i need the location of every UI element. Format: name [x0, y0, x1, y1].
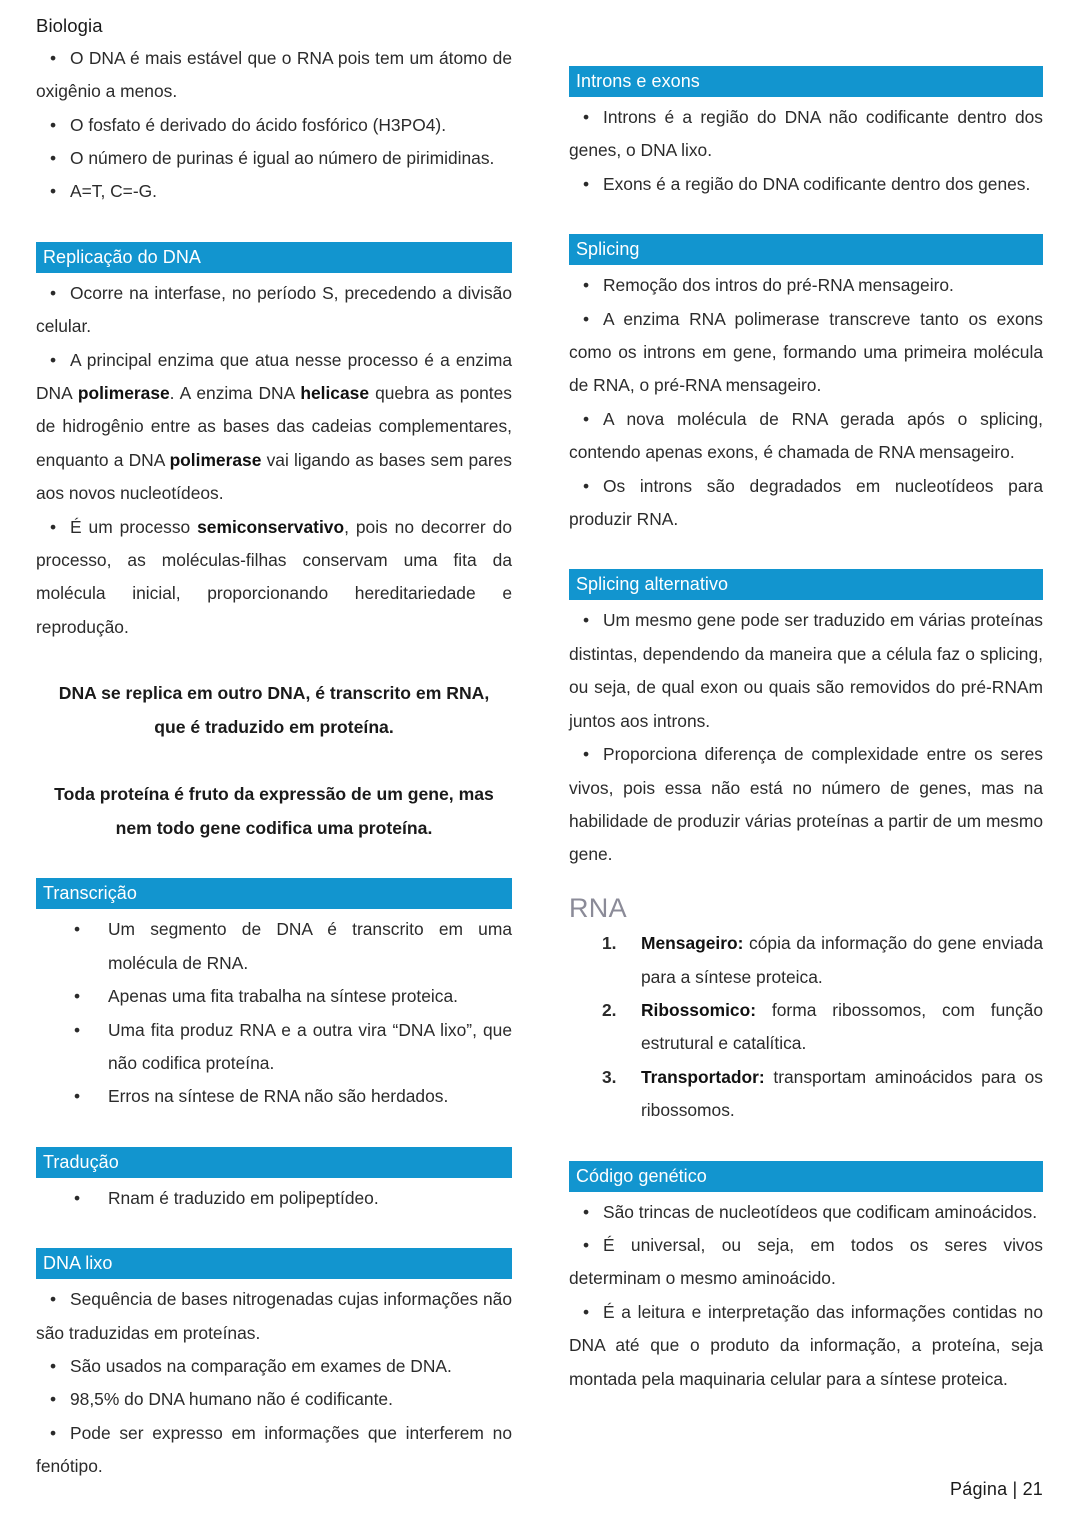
- list-item-text-part: A principal enzima que atua nesse processo é a enzima DNA: [36, 349, 512, 403]
- left-column: [0, 0, 540, 1484]
- list-number: 1.: [602, 933, 617, 954]
- bullet-icon: •: [583, 173, 590, 194]
- list-item-text: Ocorre na interfase, no período S, precedendo a divisão celular.: [36, 282, 512, 337]
- spacer: [569, 872, 1043, 882]
- list-item: [36, 175, 512, 208]
- dna-lixo-bullet-list: [36, 1283, 512, 1483]
- list-item-text-part: quebra as pontes de hidrogênio entre as bases das cadeias complementares, enquanto a DNA: [36, 383, 512, 470]
- splicing-alternativo-bullet-list: [569, 604, 1043, 871]
- list-item: [569, 1296, 1043, 1396]
- bullet-icon: •: [50, 1422, 57, 1443]
- spacer: [36, 845, 512, 878]
- bullet-icon: •: [50, 1289, 57, 1310]
- transcricao-bullet-list: [36, 913, 512, 1113]
- section-heading-traducao: Tradução: [36, 1147, 512, 1178]
- highlight-statement-1: DNA se replica em outro DNA, é transcrito em RNA, que é traduzido em proteína.: [58, 683, 490, 738]
- spacer: [36, 1215, 512, 1248]
- list-item: [569, 168, 1043, 201]
- list-item-text: Os introns são degradados em nucleotídeos para produzir RNA.: [569, 475, 1043, 530]
- list-item-text: 98,5% do DNA humano não é codificante.: [70, 1389, 393, 1410]
- list-item: [36, 1350, 512, 1383]
- list-item-text: O fosfato é derivado do ácido fosfórico (H3PO4).: [70, 114, 447, 135]
- bullet-icon: •: [74, 1019, 81, 1040]
- bullet-icon: •: [50, 1355, 57, 1376]
- list-item-text: Erros na síntese de RNA não são herdados.: [108, 1086, 449, 1107]
- list-item-text: Pode ser expresso em informações que interferem no fenótipo.: [36, 1422, 512, 1477]
- list-item: [36, 1417, 512, 1484]
- highlight-statement-2: Toda proteína é fruto da expressão de um gene, mas nem todo gene codifica uma proteína.: [54, 783, 494, 838]
- list-item: [569, 994, 1043, 1061]
- list-item-text: A nova molécula de RNA gerada após o splicing, contendo apenas exons, é chamada de RNA mensageiro.: [569, 408, 1043, 463]
- bullet-icon: •: [50, 1389, 57, 1410]
- list-item-text-part: É um processo: [70, 516, 198, 537]
- section-heading-splicing-alternativo: Splicing alternativo: [569, 569, 1043, 600]
- list-item-text: Remoção dos intros do pré-RNA mensageiro.: [603, 275, 954, 296]
- list-item: [36, 142, 512, 175]
- bullet-icon: •: [583, 1201, 590, 1222]
- bullet-icon: •: [583, 744, 590, 765]
- rna-numbered-list: [569, 927, 1043, 1127]
- introns-exons-bullet-list: [569, 101, 1043, 201]
- list-item: [569, 269, 1043, 302]
- bullet-icon: •: [50, 181, 57, 202]
- bullet-icon: •: [50, 114, 57, 135]
- list-item-text: Rnam é traduzido em polipeptídeo.: [108, 1187, 379, 1208]
- page-footer: Página | 21: [950, 1479, 1043, 1499]
- list-item-text: Proporciona diferença de complexidade entre os seres vivos, pois essa não está no número de genes, mas na habilidade de produzir várias proteínas a partir de um mesmo gene.: [569, 744, 1043, 865]
- codigo-genetico-bullet-list: [569, 1196, 1043, 1396]
- bullet-icon: •: [583, 107, 590, 127]
- section-heading-codigo-genetico: Código genético: [569, 1161, 1043, 1192]
- spacer: [36, 745, 512, 778]
- section-heading-introns-e-exons: Introns e exons: [569, 66, 1043, 97]
- term-transportador: Transportador:: [641, 1066, 765, 1087]
- list-item: [36, 1014, 512, 1081]
- list-item-text: Exons é a região do DNA codificante dentro dos genes.: [603, 173, 1031, 194]
- emphasis-polimerase: polimerase: [77, 383, 170, 403]
- list-item-text: O número de purinas é igual ao número de pirimidinas.: [70, 147, 495, 168]
- list-item-text: cópia da informação do gene enviada para a síntese proteica.: [641, 933, 1043, 987]
- traducao-bullet-list: [36, 1182, 512, 1215]
- list-item: [36, 1283, 512, 1350]
- section-heading-dna-lixo: DNA lixo: [36, 1248, 512, 1279]
- right-column: [540, 0, 1080, 1484]
- list-item: [569, 1061, 1043, 1128]
- list-item: [569, 604, 1043, 738]
- bullet-icon: •: [583, 475, 590, 496]
- list-item-text: É a leitura e interpretação das informações contidas no DNA até que o produto da informação, a proteína, seja montada pela maquinaria celular para a síntese proteica.: [569, 1301, 1043, 1389]
- list-item: [569, 738, 1043, 872]
- spacer: [36, 1114, 512, 1147]
- list-item-text: É universal, ou seja, em todos os seres vivos determinam o mesmo aminoácido.: [569, 1234, 1043, 1289]
- list-item: [569, 303, 1043, 403]
- list-number: 2.: [602, 999, 617, 1020]
- term-ribossomico: Ribossomico:: [641, 999, 756, 1020]
- list-item: [36, 277, 512, 344]
- list-item: [36, 980, 512, 1013]
- section-heading-rna: RNA: [569, 892, 627, 923]
- list-item: [36, 1383, 512, 1416]
- section-heading-replicacao-do-dna: Replicação do DNA: [36, 242, 512, 273]
- spacer: [569, 1128, 1043, 1161]
- bullet-icon: •: [50, 516, 57, 537]
- bullet-icon: •: [583, 610, 590, 631]
- term-mensageiro: Mensageiro:: [641, 933, 744, 954]
- list-item: [36, 109, 512, 142]
- bullet-icon: •: [50, 147, 57, 168]
- bullet-icon: •: [50, 47, 57, 68]
- list-item-text: A enzima RNA polimerase transcreve tanto os exons como os introns em gene, formando uma primeira molécula de RNA, o pré-RNA mensageiro.: [569, 308, 1043, 396]
- spacer: [569, 536, 1043, 569]
- bullet-icon: •: [583, 1301, 590, 1322]
- bullet-icon: •: [583, 308, 590, 329]
- bullet-icon: •: [74, 919, 81, 940]
- list-item: [36, 511, 512, 645]
- list-item: [36, 913, 512, 980]
- list-item-text: Sequência de bases nitrogenadas cujas informações não são traduzidas em proteínas.: [36, 1289, 512, 1343]
- list-item: [36, 42, 512, 109]
- list-item: [569, 470, 1043, 537]
- list-number: 3.: [602, 1066, 617, 1087]
- list-item: [569, 1229, 1043, 1296]
- emphasis-semiconservativo: semiconservativo: [197, 516, 345, 537]
- list-item-text: Um segmento de DNA é transcrito em uma molécula de RNA.: [108, 919, 512, 973]
- section-heading-transcricao: Transcrição: [36, 878, 512, 909]
- splicing-bullet-list: [569, 269, 1043, 536]
- list-item-text: Uma fita produz RNA e a outra vira “DNA lixo”, que não codifica proteína.: [108, 1019, 512, 1073]
- spacer: [36, 209, 512, 242]
- list-item-text: Introns é a região do DNA não codificante dentro dos genes, o DNA lixo.: [569, 107, 1043, 161]
- list-item-text: São trincas de nucleotídeos que codificam aminoácidos.: [603, 1201, 1038, 1222]
- list-item: [569, 927, 1043, 994]
- list-item: [36, 1182, 512, 1215]
- section-heading-biologia: Biologia: [36, 15, 103, 36]
- bullet-icon: •: [583, 275, 590, 296]
- emphasis-polimerase-2: polimerase: [169, 449, 262, 470]
- list-item: [569, 403, 1043, 470]
- replicacao-bullet-list: [36, 277, 512, 644]
- list-item-text: Um mesmo gene pode ser traduzido em várias proteínas distintas, dependendo da maneira que a célula faz o splicing, ou seja, de qual exon ou quais são removidos do pré-RNAm juntos aos introns.: [569, 610, 1043, 731]
- bullet-icon: •: [583, 1234, 590, 1255]
- list-item-text: São usados na comparação em exames de DNA.: [70, 1355, 452, 1376]
- bullet-icon: •: [50, 349, 57, 370]
- bullet-icon: •: [50, 282, 57, 303]
- bullet-icon: •: [74, 1187, 81, 1208]
- list-item-text: transportam aminoácidos para os ribossomos.: [641, 1066, 1043, 1121]
- bullet-icon: •: [583, 408, 590, 429]
- list-item: [569, 1196, 1043, 1229]
- list-item-text: A=T, C=-G.: [70, 181, 157, 202]
- list-item-text-part: vai ligando as bases sem pares aos novos nucleotídeos.: [36, 449, 513, 504]
- list-item-text: forma ribossomos, com função estrutural e catalítica.: [641, 999, 1043, 1054]
- list-item-text: Apenas uma fita trabalha na síntese proteica.: [108, 986, 458, 1007]
- list-item: [36, 344, 512, 511]
- list-item-text-part: . A enzima DNA: [169, 383, 301, 403]
- list-item-text-part: , pois no decorrer do processo, as moléculas-filhas conservam uma fita da molécula inicial, proporcionando hereditariedade e reprodução.: [36, 516, 512, 637]
- bullet-icon: •: [74, 1086, 81, 1107]
- biologia-bullet-list: [36, 42, 512, 209]
- section-heading-splicing: Splicing: [569, 234, 1043, 265]
- spacer: [36, 644, 512, 677]
- emphasis-helicase: helicase: [300, 383, 369, 403]
- bullet-icon: •: [74, 986, 81, 1007]
- list-item-text: O DNA é mais estável que o RNA pois tem um átomo de oxigênio a menos.: [36, 47, 512, 102]
- list-item: [569, 101, 1043, 168]
- list-item: [36, 1080, 512, 1113]
- spacer: [569, 201, 1043, 234]
